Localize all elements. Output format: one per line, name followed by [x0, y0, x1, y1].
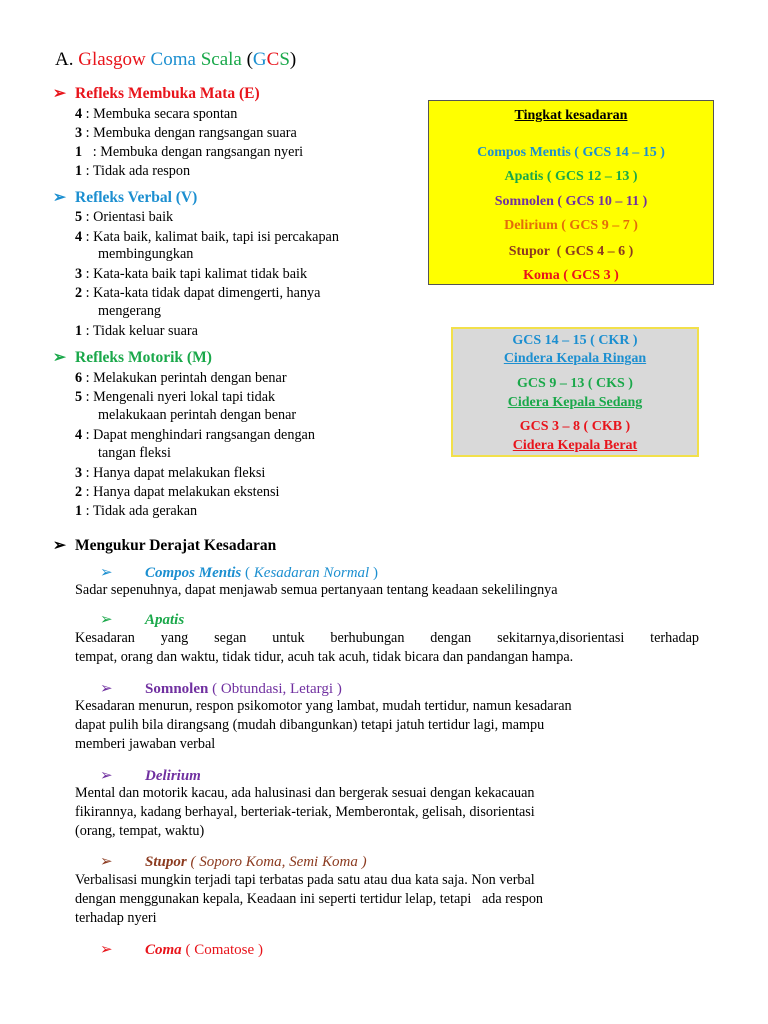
score: 1	[75, 144, 83, 160]
compos-detail: Kesadaran Normal	[253, 565, 370, 581]
motorik-item-4	[75, 426, 315, 445]
score: 2	[75, 285, 83, 301]
score: 1	[75, 163, 83, 179]
arrow-icon: ➢	[100, 681, 113, 697]
apatis-heading	[100, 610, 184, 629]
tingkat-compos: Compos Mentis ( GCS 14 – 15 )	[477, 145, 665, 160]
derajat-heading-text: Mengukur Derajat Kesadaran	[75, 537, 277, 554]
verbal-item-4	[75, 228, 339, 247]
cidera-kepala-box	[451, 327, 699, 457]
compos-open: (	[241, 565, 254, 581]
delirium-line1: Mental dan motorik kacau, ada halusinasi dan bergerak sesuai dengan kekacauan	[75, 785, 535, 801]
desc: : Membuka dengan rangsangan nyeri	[82, 144, 304, 160]
ckr-gcs: GCS 14 – 15 ( CKR )	[512, 333, 638, 348]
verbal-item-1	[75, 322, 198, 341]
desc: : Mengenali nyeri lokal tapi tidak	[82, 389, 276, 405]
page-title	[55, 49, 296, 71]
tingkat-somnolen: Somnolen ( GCS 10 – 11 )	[494, 194, 648, 209]
tingkat-delirium: Delirium ( GCS 9 – 7 )	[504, 218, 638, 233]
somnolen-open: (	[208, 681, 221, 697]
motorik-item-2	[75, 483, 279, 502]
verbal-heading-text: Refleks Verbal (V)	[75, 189, 198, 206]
koma-heading	[100, 940, 263, 959]
delirium-line2: fikirannya, kadang berhayal, berteriak-teriak, Memberontak, gelisah, disorientasi	[75, 804, 535, 820]
desc: : Melakukan perintah dengan benar	[82, 370, 287, 386]
section-mata-heading	[53, 84, 260, 103]
desc: : Dapat menghindari rangsangan dengan	[82, 427, 315, 443]
motorik-item-6	[75, 369, 287, 388]
title-open: (	[246, 49, 253, 70]
mata-item-1a	[75, 143, 303, 162]
title-c: C	[266, 49, 280, 70]
delirium-name: Delirium	[145, 768, 201, 784]
score: 5	[75, 209, 83, 225]
derajat-heading	[53, 536, 276, 555]
somnolen-close: )	[333, 681, 342, 697]
stupor-line3: terhadap nyeri	[75, 910, 157, 926]
stupor-line1: Verbalisasi mungkin terjadi tapi terbatas pada satu atau dua kata saja. Non verbal	[75, 872, 535, 888]
compos-text: Sadar sepenuhnya, dapat menjawab semua pertanyaan tentang keadaan sekelilingnya	[75, 582, 558, 598]
compos-close: )	[369, 565, 378, 581]
tingkat-koma: Koma ( GCS 3 )	[523, 268, 619, 283]
desc: : Kata-kata tidak dapat dimengerti, hanya	[82, 285, 321, 301]
score: 3	[75, 125, 83, 141]
arrow-icon: ➢	[53, 349, 66, 366]
score: 1	[75, 503, 83, 519]
tingkat-kesadaran-box	[428, 100, 714, 285]
title-glasgow: Glasgow	[78, 49, 146, 70]
apatis-name: Apatis	[145, 612, 185, 628]
arrow-icon: ➢	[53, 537, 66, 554]
ckr-label: Cindera Kepala Ringan	[503, 351, 647, 366]
title-g: G	[252, 49, 267, 70]
ckb-label: Cidera Kepala Berat	[512, 438, 638, 453]
verbal-item-3	[75, 265, 307, 284]
compos-heading	[100, 563, 378, 582]
score: 4	[75, 106, 83, 122]
arrow-icon: ➢	[100, 942, 113, 958]
stupor-open: (	[186, 854, 200, 870]
score: 4	[75, 229, 83, 245]
arrow-icon: ➢	[53, 85, 66, 102]
arrow-icon: ➢	[53, 189, 66, 206]
score: 1	[75, 323, 83, 339]
koma-close: )	[254, 942, 263, 958]
stupor-line2: dengan menggunakan kepala, Keadaan ini seperti tertidur lelap, tetapi ada respon	[75, 891, 544, 907]
verbal-item-5	[75, 208, 173, 227]
desc: : Membuka dengan rangsangan suara	[82, 125, 297, 141]
desc: : Orientasi baik	[82, 209, 174, 225]
desc: : Hanya dapat melakukan fleksi	[82, 465, 266, 481]
delirium-line3: (orang, tempat, waktu)	[75, 823, 205, 839]
score: 2	[75, 484, 83, 500]
desc: : Hanya dapat melakukan ekstensi	[82, 484, 280, 500]
desc: : Tidak ada respon	[82, 163, 191, 179]
apatis-line1: Kesadaran yang segan untuk berhubungan dengan sekitarnya,disorientasi terhadap	[75, 630, 699, 646]
section-motorik-heading	[53, 348, 212, 367]
desc: : Tidak keluar suara	[82, 323, 198, 339]
score: 4	[75, 427, 83, 443]
score: 3	[75, 266, 83, 282]
title-close: )	[289, 49, 297, 70]
title-coma: Coma	[150, 49, 196, 70]
motorik-item-5	[75, 388, 275, 407]
title-prefix: A.	[55, 49, 74, 70]
mata-item-3	[75, 124, 297, 143]
koma-name: Coma	[145, 942, 182, 958]
verbal-item-2-cont: mengerang	[98, 303, 162, 319]
section-verbal-heading	[53, 188, 197, 207]
arrow-icon: ➢	[100, 768, 113, 784]
desc: : Kata-kata baik tapi kalimat tidak baik	[82, 266, 308, 282]
arrow-icon: ➢	[100, 854, 113, 870]
cks-gcs: GCS 9 – 13 ( CKS )	[517, 376, 633, 391]
desc: : Tidak ada gerakan	[82, 503, 198, 519]
tingkat-stupor: Stupor ( GCS 4 – 6 )	[508, 244, 634, 259]
stupor-close: )	[357, 854, 367, 870]
motorik-item-1	[75, 502, 197, 521]
somnolen-line3: memberi jawaban verbal	[75, 736, 216, 752]
motorik-item-5-cont: melakukaan perintah dengan benar	[98, 407, 297, 423]
koma-open: (	[181, 942, 195, 958]
motorik-item-4-cont: tangan fleksi	[98, 445, 171, 461]
cks-label: Cidera Kepala Sedang	[507, 395, 643, 410]
desc: : Kata baik, kalimat baik, tapi isi percakapan	[82, 229, 339, 245]
desc: : Membuka secara spontan	[82, 106, 238, 122]
compos-name: Compos Mentis	[145, 565, 242, 581]
verbal-item-2	[75, 284, 320, 303]
mata-item-1b	[75, 162, 190, 181]
koma-detail: Comatose	[194, 942, 255, 958]
somnolen-detail: Obtundasi, Letargi	[220, 681, 334, 697]
somnolen-name: Somnolen	[145, 681, 209, 697]
arrow-icon: ➢	[100, 565, 113, 581]
score: 3	[75, 465, 83, 481]
apatis-line2: tempat, orang dan waktu, tidak tidur, acuh tak acuh, tidak bicara dan pandangan hampa.	[75, 649, 574, 665]
mata-item-4	[75, 105, 237, 124]
somnolen-line2: dapat pulih bila dirangsang (mudah dibangunkan) tetapi jatuh tertidur lagi, mampu	[75, 717, 545, 733]
somnolen-line1: Kesadaran menurun, respon psikomotor yang lambat, mudah tertidur, namun kesadaran	[75, 698, 572, 714]
verbal-item-4-cont: membingungkan	[98, 246, 194, 262]
stupor-heading	[100, 852, 367, 871]
stupor-name: Stupor	[145, 854, 187, 870]
somnolen-heading	[100, 679, 342, 698]
ckb-gcs: GCS 3 – 8 ( CKB )	[519, 419, 631, 434]
score: 6	[75, 370, 83, 386]
arrow-icon: ➢	[100, 612, 113, 628]
title-s: S	[279, 49, 290, 70]
score: 5	[75, 389, 83, 405]
motorik-heading-text: Refleks Motorik (M)	[75, 349, 212, 366]
mata-heading-text: Refleks Membuka Mata (E)	[75, 85, 260, 102]
stupor-detail: Soporo Koma, Semi Koma	[199, 854, 358, 870]
motorik-item-3	[75, 464, 265, 483]
delirium-heading	[100, 766, 201, 785]
title-scala: Scala	[200, 49, 242, 70]
tingkat-apatis: Apatis ( GCS 12 – 13 )	[504, 169, 638, 184]
tingkat-title: Tingkat kesadaran	[514, 108, 628, 123]
